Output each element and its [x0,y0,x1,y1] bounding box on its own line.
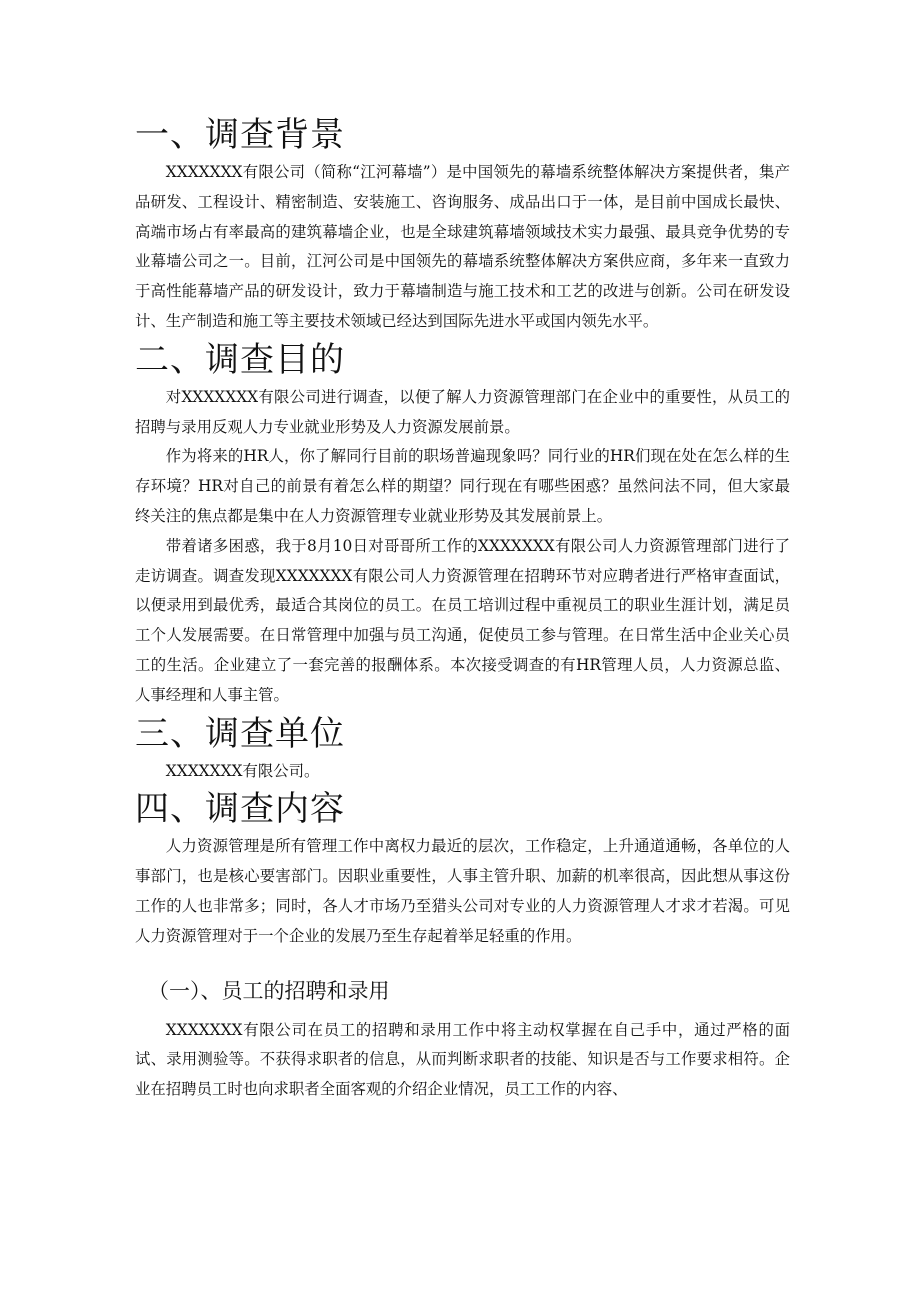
section-heading-background: 一、调查背景 [135,115,345,155]
paragraph-purpose-3: 带着诸多困惑，我于8月10日对哥哥所工作的XXXXXXX有限公司人力资源管理部门进行了走访调查。调查发现XXXXXXX有限公司人力资源管理在招聘环节对应聘者进行严格审查面试，以便录用到最优秀，最适合其岗位的员工。在员工培训过程中重视员工的职业生涯计划，满足员工个人发展需要。在日常管理中加强与员工沟通，促使员工参与管理。在日常生活中企业关心员工的生活。企业建立了一套完善的报酬体系。本次接受调查的有HR管理人员，人力资源总监、人事经理和人事主管。 [135,536,790,704]
section-heading-unit: 三、调查单位 [135,713,345,754]
paragraph-content: 人力资源管理是所有管理工作中离权力最近的层次，工作稳定，上升通道通畅，各单位的人事部门，也是核心要害部门。因职业重要性，人事主管升职、加薪的机率很高，因此想从事这份工作的人也非常多；同时，各人才市场乃至猎头公司对专业的人力资源管理人才求才若渴。可见人力资源管理对于一个企业的发展乃至生存起着举足轻重的作用。 [135,837,790,945]
paragraph-recruitment: XXXXXXX有限公司在员工的招聘和录用工作中将主动权掌握在自己手中，通过严格的面试、录用测验等。不获得求职者的信息，从而判断求职者的技能、知识是否与工作要求相符。企业在招聘员工时也向求职者全面客观的介绍企业情况，员工工作的内容、 [135,1020,790,1099]
subsection-heading-recruitment: （一）、员工的招聘和录用 [148,978,390,1003]
section-heading-purpose: 二、调查目的 [135,339,345,380]
section-heading-content: 四、调查内容 [135,789,345,830]
paragraph-purpose-2: 作为将来的HR人，你了解同行目前的职场普遍现象吗？同行业的HR们现在处在怎么样的生存环境？HR对自己的前景有着怎么样的期望？同行现在有哪些困惑？虽然问法不同，但大家最终关注的焦点都是集中在人力资源管理专业就业形势及其发展前景上。 [135,447,790,525]
document-body [135,112,790,1105]
paragraph-background: XXXXXXX有限公司（简称“江河幕墙”）是中国领先的幕墙系统整体解决方案提供者，集产品研发、工程设计、精密制造、安装施工、咨询服务、成品出口于一体，是目前中国成长最快、高端市场占有率最高的建筑幕墙企业，也是全球建筑幕墙领域技术实力最强、最具竞争优势的专业幕墙公司之一。目前，江河公司是中国领先的幕墙系统整体解决方案供应商，多年来一直致力于高性能幕墙产品的研发设计，致力于幕墙制造与施工技术和工艺的改进与创新。公司在研发设计、生产制造和施工等主要技术领域已经达到国际先进水平或国内领先水平。 [135,163,790,330]
paragraph-unit: XXXXXXX有限公司。 [165,761,320,780]
paragraph-purpose-1: 对XXXXXXX有限公司进行调查，以便了解人力资源管理部门在企业中的重要性，从员工的招聘与录用反观人力专业就业形势及人力资源发展前景。 [135,387,790,436]
